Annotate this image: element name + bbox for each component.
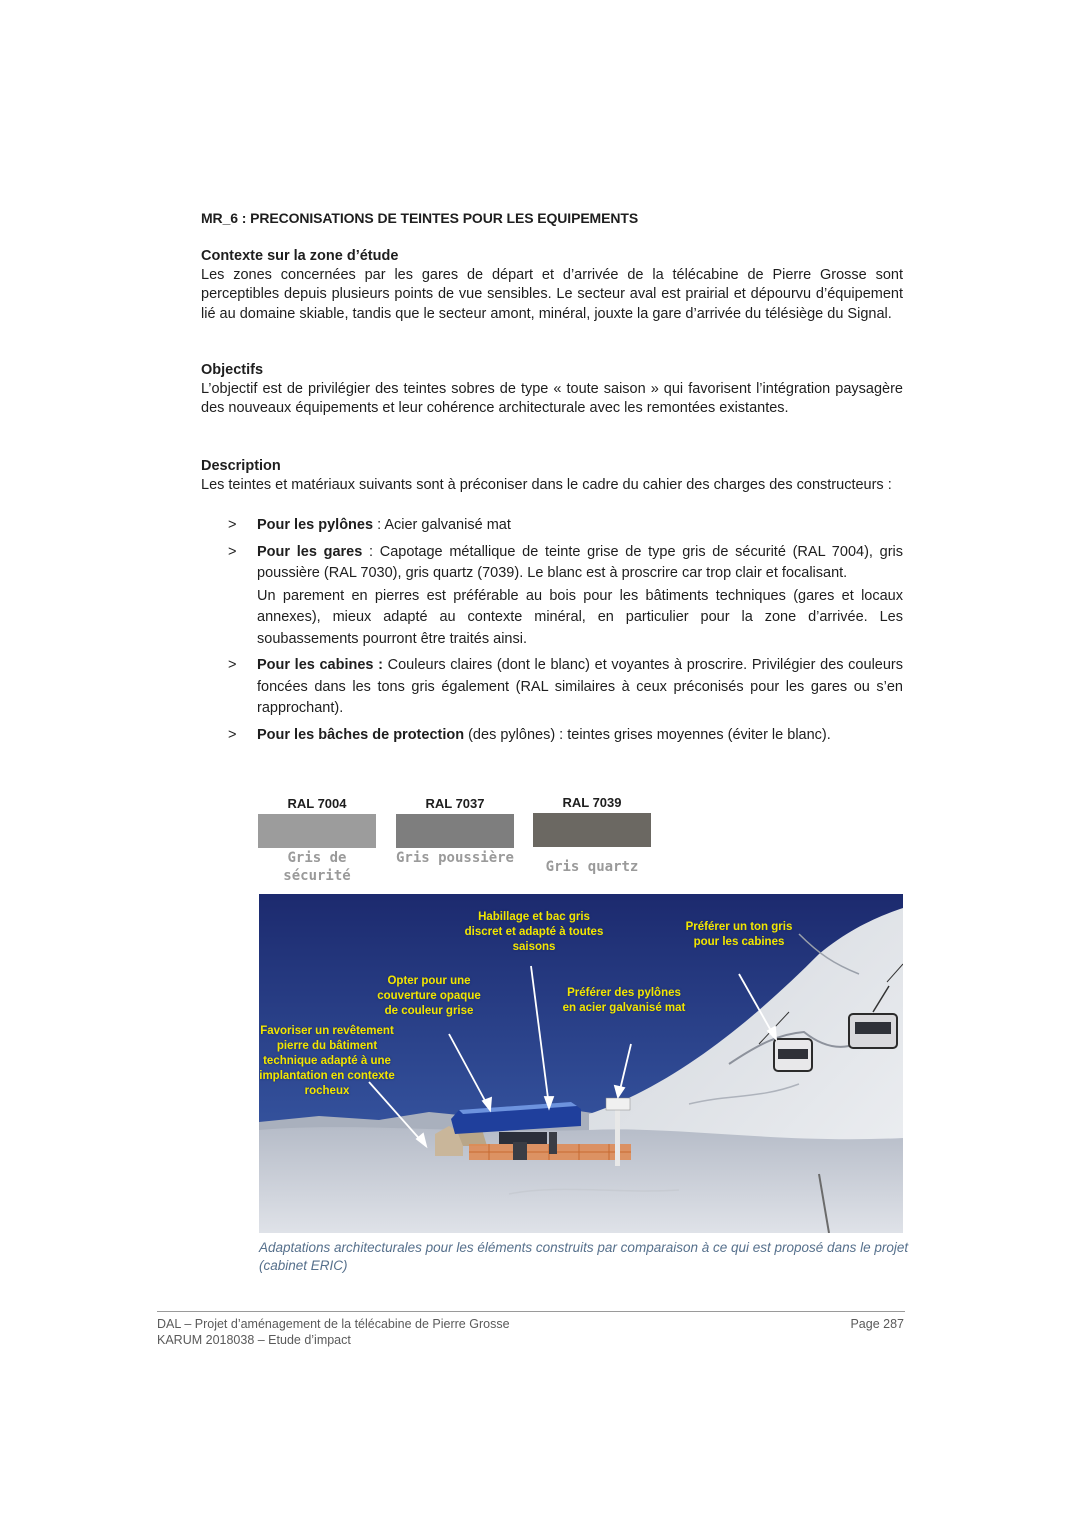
description-bullets <box>201 515 903 751</box>
bullet-marker: > <box>228 543 237 560</box>
bullet-bold: Pour les bâches de protection <box>257 726 465 743</box>
context-text: Les zones concernées par les gares de départ et d’arrivée de la télécabine de Pierre Grosse sont perceptibles depuis plusieurs points de vue sensibles. Le secteur aval est prairial et dépourvu d’équipement lié au domaine skiable, tandis que le secteur amont, minéral, jouxte la gare d’arrivée du télésiège du Signal. <box>201 267 903 322</box>
bullet-bold: Pour les pylônes <box>257 517 374 533</box>
bullet-bold: Pour les cabines : <box>257 657 383 673</box>
callout-couverture: Opter pour une couverture opaque de couleur grise <box>377 975 481 1017</box>
callout-pylones: Préférer des pylônes en acier galvanisé mat <box>562 987 686 1014</box>
color-swatch <box>396 814 514 848</box>
objectives-text: L’objectif est de privilégier des teintes sobres de type « toute saison » qui favorisent l’intégration paysagère des nouveaux équipements et leur cohérence architecturale avec les remontées existantes. <box>201 381 903 417</box>
bullet-text: : Capotage métallique de teinte grise de type gris de sécurité (RAL 7004), gris poussière (RAL 7030), gris quartz (7039). Le blanc est à proscrire car trop clair et focalisant. <box>257 543 903 581</box>
description-section <box>201 457 903 495</box>
description-heading: Description <box>201 458 281 474</box>
bullet-marker: > <box>228 517 237 533</box>
bullet-extra: Un parement en pierres est préférable au bois pour les bâtiments techniques (gares et locaux annexes), mieux adapté au contexte minéral, en particulier pour la zone d’arrivée. Les soubassements pourront être traités ainsi. <box>257 587 903 647</box>
swatch-name: Gris de sécurité <box>283 850 351 884</box>
photomontage <box>259 894 903 1233</box>
bullet-pylones <box>201 515 903 537</box>
page-title: MR_6 : PRECONISATIONS DE TEINTES POUR LES EQUIPEMENTS <box>201 210 639 226</box>
bullet-text: (des pylônes) : teintes grises moyennes (éviter le blanc). <box>464 726 831 743</box>
callout-cabines: Préférer un ton gris pour les cabines <box>685 921 793 948</box>
callout-habillage: Habillage et bac gris discret et adapté à toutes saisons <box>464 911 604 953</box>
bullet-text: : Acier galvanisé mat <box>373 517 511 533</box>
swatch-name: Gris quartz <box>545 859 639 875</box>
bullet-bold: Pour les gares <box>257 543 363 560</box>
context-heading: Contexte sur la zone d’étude <box>201 248 399 264</box>
callout-batiment: Favoriser un revêtement pierre du bâtiment technique adapté à une implantation en contexte rocheux <box>259 1025 395 1097</box>
bullet-baches <box>201 725 903 747</box>
context-section <box>201 247 903 324</box>
bullet-text: Couleurs claires (dont le blanc) et voyantes à proscrire. Privilégier des couleurs foncées dans les tons gris également (RAL similaires à ceux préconisés pour les gares ou s’en rapprochant). <box>257 657 903 716</box>
description-text: Les teintes et matériaux suivants sont à préconiser dans le cadre du cahier des charges des constructeurs : <box>201 477 892 494</box>
figure-caption: Adaptations architecturales pour les éléments construits par comparaison à ce qui est proposé dans le projet (cabinet ERIC) <box>259 1240 909 1273</box>
color-swatch <box>258 814 376 848</box>
swatch-name: Gris poussière <box>395 850 514 866</box>
bullet-marker: > <box>228 657 237 673</box>
footer-line2: KARUM 2018038 – Etude d’impact <box>157 1333 351 1347</box>
footer-line1: DAL – Projet d’aménagement de la télécabine de Pierre Grosse <box>157 1317 510 1331</box>
bullet-cabines <box>201 655 903 720</box>
objectives-heading: Objectifs <box>201 362 264 378</box>
swatch-code: RAL 7037 <box>425 796 485 811</box>
bullet-marker: > <box>228 726 237 743</box>
swatch-code: RAL 7039 <box>562 795 622 810</box>
objectives-section <box>201 361 903 419</box>
swatch-code: RAL 7004 <box>287 796 347 811</box>
color-swatch <box>533 813 651 847</box>
page-number: Page 287 <box>850 1317 904 1331</box>
footer-divider <box>157 1311 905 1312</box>
bullet-gares <box>201 542 903 651</box>
